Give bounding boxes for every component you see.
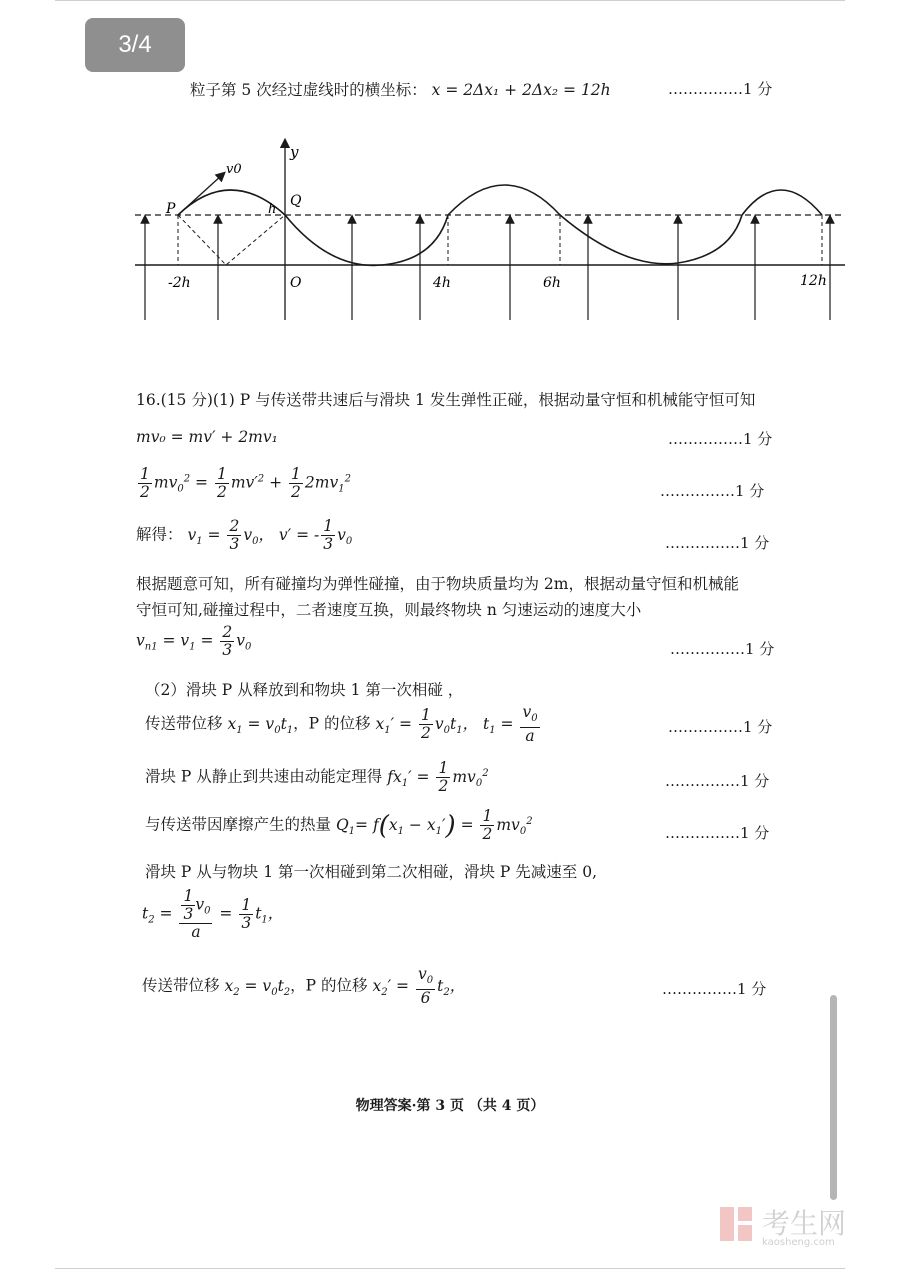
para1: 根据题意可知，所有碰撞均为弹性碰撞，由于物块质量均为 2m，根据动量守恒和机械能 [136, 575, 739, 593]
eq7: 与传送带因摩擦产生的热量 $Q_1= f(x_1 - x_1')$ = $\frac{1}{2}$ $mv_0^2$ [145, 807, 533, 843]
label-4h: 4h [433, 275, 451, 291]
top-divider [55, 0, 845, 1]
top-line-points: ……………1 分 [668, 80, 773, 98]
label-y: y [290, 143, 299, 161]
page-footer: 物理答案·第 3 页 （共 4 页） [355, 1098, 545, 1114]
eq4: $v_{n1} = v_1$ = $\frac{2}{3}$ $v_0$ [136, 623, 252, 659]
label-P: P [166, 201, 176, 217]
p-displacement-label-2: ，P 的位移 [290, 976, 368, 995]
belt-displacement-label: 传送带位移 [145, 714, 223, 733]
label-12h: 12h [800, 273, 827, 289]
p-displacement-label: ，P 的位移 [293, 714, 371, 733]
watermark-name: 考生网 [762, 1207, 847, 1240]
label-Q: Q [290, 193, 302, 209]
top-line-text [190, 78, 611, 100]
trajectory-figure [130, 135, 850, 325]
watermark [718, 1205, 847, 1248]
eq1-points: ……………1 分 [668, 430, 773, 448]
eq1: mv₀ = mv′ + 2mv₁ [136, 428, 278, 446]
label-h: h [268, 202, 277, 217]
field-arrows [145, 219, 830, 320]
part2-heading: （2）滑块 P 从释放到和物块 1 第一次相碰 ， [145, 681, 464, 699]
eq5-points: ……………1 分 [668, 718, 773, 736]
belt-displacement-label-2: 传送带位移 [142, 976, 220, 995]
watermark-logo-icon [718, 1205, 756, 1243]
label-neg2h: -2h [168, 275, 191, 291]
page-indicator-badge: 3/4 [85, 18, 185, 72]
heat-label: 与传送带因摩擦产生的热量 [145, 815, 332, 834]
para2: 守恒可知,碰撞过程中，二者速度互换，则最终物块 n 匀速运动的速度大小 [136, 601, 642, 619]
label-O: O [290, 275, 302, 291]
bottom-divider [55, 1268, 845, 1269]
v0-arrow [178, 175, 222, 215]
eq4-points: ……………1 分 [670, 640, 775, 658]
eq8: $t_2$ = $\frac{1}{3}$ $v_0$ a = $\frac{1}{3}$ $t_1$， [142, 887, 284, 941]
eq7-points: ……………1 分 [665, 824, 770, 842]
q16-intro: 16.(15 分)(1) P 与传送带共速后与滑块 1 发生弹性正碰，根据动量守恒和机械能守恒可知 [136, 391, 756, 409]
top-line-formula: x = 2Δx₁ + 2Δx₂ = 12h [431, 81, 611, 99]
solve-label: 解得： [136, 525, 183, 544]
para3: 滑块 P 从与物块 1 第一次相碰到第二次相碰，滑块 P 先减速至 0, [145, 863, 597, 881]
scrollbar[interactable] [830, 995, 837, 1200]
watermark-url: kaosheng.com [762, 1237, 835, 1248]
dashed-triangle [178, 215, 285, 265]
eq2-points: ……………1 分 [660, 482, 765, 500]
eq3: 解得： $v_1$ = $\frac{2}{3}$ $v_0$， v′ = - $\frac{1}{3}$ $v_0$ [136, 517, 353, 553]
eq3-points: ……………1 分 [665, 534, 770, 552]
eq9: 传送带位移 $x_2 = v_0t_2$，P 的位移 $x_2'$ = $\frac{v_0}{6}$ $t_2$， [142, 965, 466, 1008]
eq6-points: ……………1 分 [665, 772, 770, 790]
eq2: $\frac{1}{2}$ $mv_0^2$ = $\frac{1}{2}$ $mv'^2$ + $\frac{1}{2}$ $2mv_1^2$ [140, 465, 351, 501]
kinetic-label: 滑块 P 从静止到共速由动能定理得 [145, 767, 383, 786]
trajectory-curve [178, 185, 822, 265]
label-6h: 6h [543, 275, 561, 291]
label-v0: v0 [226, 162, 242, 177]
eq5: 传送带位移 $x_1 = v_0t_1$，P 的位移 $x_1'$ = $\frac{1}{2}$ $v_0t_1$， $t_1$ = $\frac{v_0}{a}$ [145, 703, 538, 746]
eq6: 滑块 P 从静止到共速由动能定理得 $fx_1'$ = $\frac{1}{2}$ $mv_0^2$ [145, 759, 489, 795]
eq9-points: ……………1 分 [662, 980, 767, 998]
top-line-label: 粒子第 5 次经过虚线时的横坐标： [190, 81, 427, 99]
